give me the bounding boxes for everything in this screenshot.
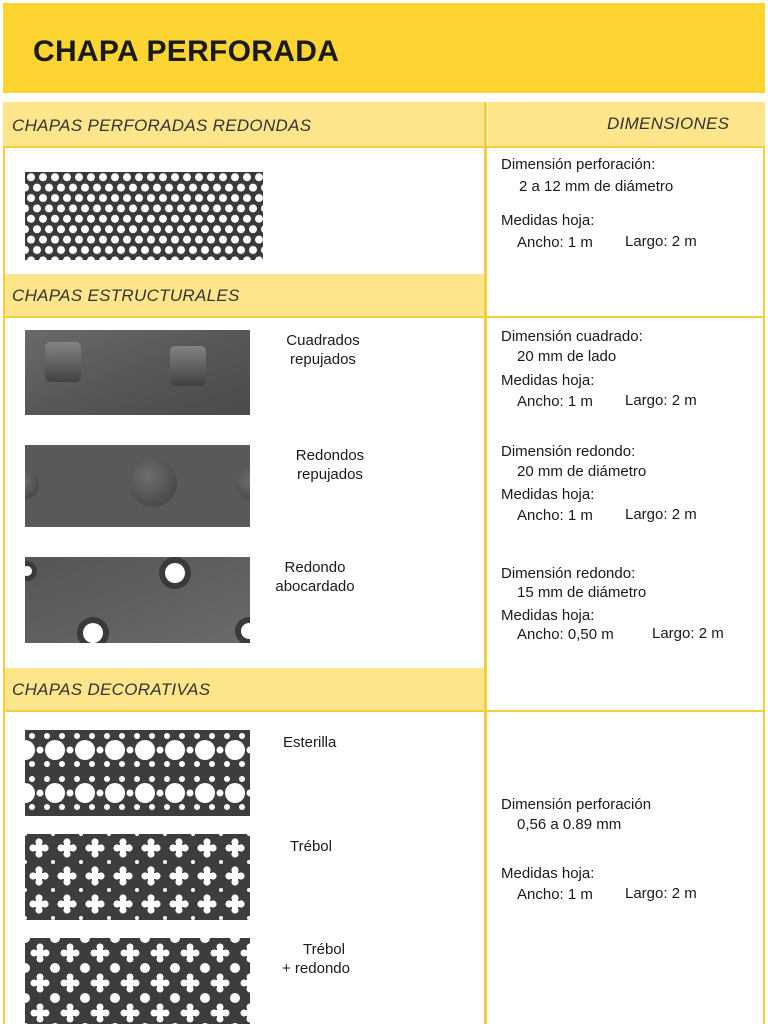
page-title: CHAPA PERFORADA <box>33 35 340 68</box>
caption-square-embossed <box>268 331 378 369</box>
section-title-round: CHAPAS PERFORADAS REDONDAS <box>12 116 312 135</box>
swatch-round-perforated <box>25 172 263 260</box>
round-perforation-value: 2 a 12 mm de diámetro <box>519 178 674 195</box>
countersunk-length: Largo: 2 m <box>652 625 724 642</box>
caption-line: abocardado <box>275 578 355 595</box>
decorative-width: Ancho: 1 m <box>517 886 593 903</box>
round-emb-width: Ancho: 1 m <box>517 507 593 524</box>
square-dim-label: Dimensión cuadrado: <box>501 328 643 345</box>
round-emb-dim-label: Dimensión redondo: <box>501 443 636 460</box>
caption-trebol-redondo <box>256 940 376 978</box>
caption-line: repujados <box>297 466 363 483</box>
frame-h3 <box>3 710 765 712</box>
decorative-perforation-label: Dimensión perforación <box>501 796 652 813</box>
decorative-perforation-value: 0,56 a 0.89 mm <box>517 816 622 833</box>
caption-line: Redondos <box>295 447 365 464</box>
title-bar <box>3 3 765 93</box>
caption-countersunk-round <box>260 558 370 596</box>
caption-round-embossed <box>275 446 385 484</box>
swatch-esterilla <box>25 730 250 816</box>
round-length: Largo: 2 m <box>625 233 697 250</box>
round-width: Ancho: 1 m <box>517 234 593 251</box>
frame-left <box>3 146 5 1024</box>
caption-line: Redondo <box>284 559 346 576</box>
section-title-decorative: CHAPAS DECORATIVAS <box>12 680 211 699</box>
round-perforation-label: Dimensión perforación: <box>501 156 656 173</box>
section-title-structural: CHAPAS ESTRUCTURALES <box>12 286 240 305</box>
caption-line: Trébol <box>303 941 345 958</box>
decorative-sheet-label: Medidas hoja: <box>501 865 595 882</box>
round-emb-sheet-label: Medidas hoja: <box>501 486 595 503</box>
swatch-trebol-redondo <box>25 938 250 1024</box>
column-title-dimensions: DIMENSIONES <box>607 114 730 133</box>
countersunk-width: Ancho: 0,50 m <box>517 626 614 643</box>
frame-h2 <box>3 316 765 318</box>
frame-h1 <box>3 146 765 148</box>
caption-esterilla: Esterilla <box>283 734 337 751</box>
swatch-round-embossed <box>25 445 250 527</box>
frame-middle <box>484 102 487 1024</box>
square-length: Largo: 2 m <box>625 392 697 409</box>
round-emb-dim-value: 20 mm de diámetro <box>517 463 647 480</box>
swatch-countersunk-round <box>25 557 250 643</box>
caption-line: repujados <box>290 351 356 368</box>
countersunk-dim-value: 15 mm de diámetro <box>517 584 647 601</box>
round-sheet-label: Medidas hoja: <box>501 212 595 229</box>
caption-line: Cuadrados <box>286 332 360 349</box>
frame-right <box>763 146 765 1024</box>
round-emb-length: Largo: 2 m <box>625 506 697 523</box>
square-sheet-label: Medidas hoja: <box>501 372 595 389</box>
square-width: Ancho: 1 m <box>517 393 593 410</box>
swatch-trebol <box>25 834 250 920</box>
square-dim-value: 20 mm de lado <box>517 348 617 365</box>
countersunk-dim-label: Dimensión redondo: <box>501 565 636 582</box>
caption-trebol: Trébol <box>290 838 332 855</box>
caption-line: + redondo <box>282 960 350 977</box>
swatch-square-embossed <box>25 330 250 415</box>
decorative-length: Largo: 2 m <box>625 885 697 902</box>
countersunk-sheet-label: Medidas hoja: <box>501 607 595 624</box>
